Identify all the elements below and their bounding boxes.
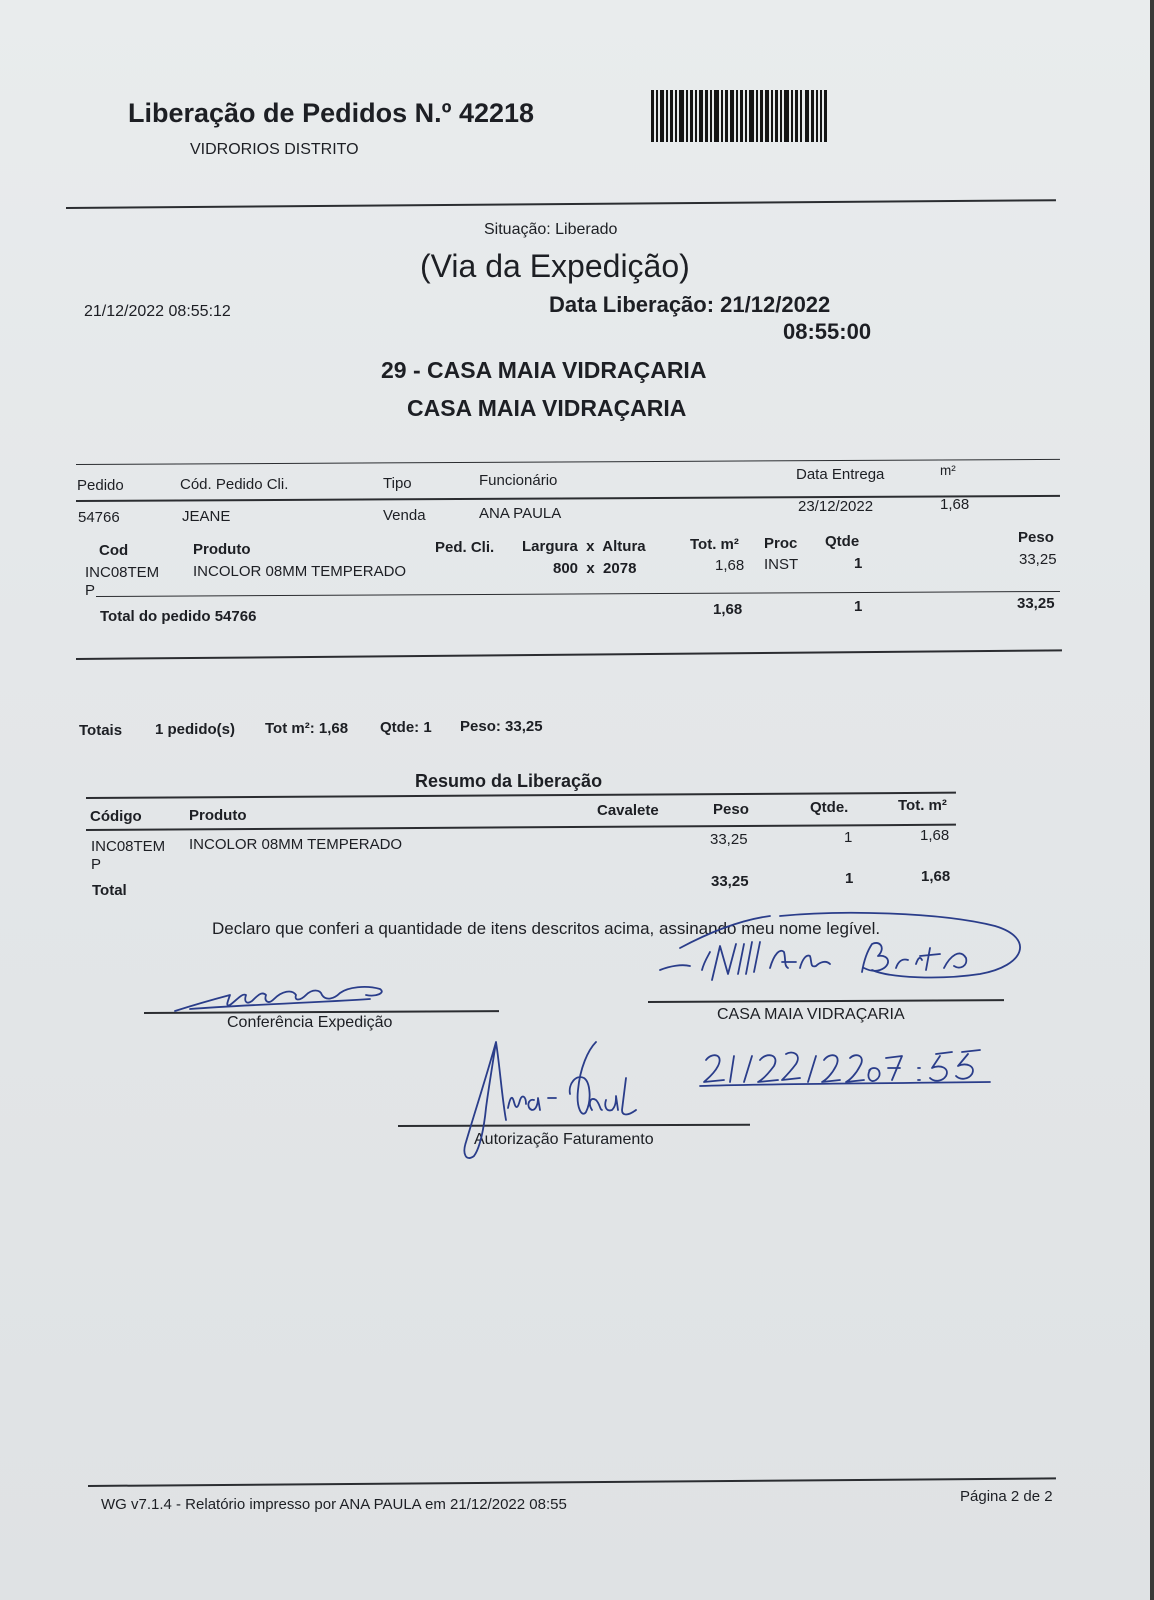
summary-total-tot-m2: 1,68 (921, 868, 951, 885)
summary-peso: 33,25 (710, 831, 748, 848)
item-tot-m2: 1,68 (715, 557, 745, 574)
item-header-ped-cli: Ped. Cli. (435, 539, 495, 556)
summary-header-produto: Produto (189, 807, 247, 824)
client-signature (640, 908, 1040, 1008)
client-name-1: 29 - CASA MAIA VIDRAÇARIA (381, 357, 707, 383)
totals-label: Totais (79, 722, 123, 739)
barcode (651, 90, 827, 142)
company-name: VIDRORIOS DISTRITO (190, 141, 359, 158)
item-dimensions: 800 x 2078 (553, 560, 637, 577)
summary-header-codigo: Código (90, 808, 142, 825)
footer-divider (88, 1477, 1056, 1487)
item-header-qtde: Qtde (825, 533, 860, 550)
summary-product: INCOLOR 08MM TEMPERADO (189, 836, 403, 853)
autorizacao-label: Autorização Faturamento (474, 1131, 654, 1148)
col-header-funcionario: Funcionário (479, 472, 558, 489)
order-total-line (96, 591, 1060, 597)
conferencia-signature (170, 975, 400, 1015)
item-qtde: 1 (854, 555, 863, 572)
summary-total-peso: 33,25 (711, 873, 749, 890)
col-header-pedido: Pedido (77, 477, 124, 494)
printed-timestamp: 21/12/2022 08:55:12 (84, 303, 231, 320)
totals-peso: Peso: 33,25 (460, 718, 543, 735)
order-total-label: Total do pedido 54766 (100, 608, 257, 625)
item-code-line2: P (85, 582, 96, 599)
summary-header-tot-m2: Tot. m² (898, 797, 947, 814)
status-text: Situação: Liberado (484, 221, 618, 238)
via-title: (Via da Expedição) (420, 248, 690, 284)
item-header-dimensions: Largura x Altura (522, 538, 646, 555)
summary-total-label: Total (92, 882, 127, 899)
totals-orders: 1 pedido(s) (155, 721, 236, 738)
summary-header-line (86, 824, 956, 831)
item-header-cod: Cod (99, 542, 129, 559)
item-header-tot-m2: Tot. m² (690, 536, 739, 553)
summary-top-line (86, 792, 956, 799)
client-signature-label: CASA MAIA VIDRAÇARIA (717, 1006, 905, 1023)
item-header-peso: Peso (1018, 529, 1054, 546)
declaration-sentence: Declaro que conferi a quantidade de itens descritos acima, assinando meu nome legível. (212, 919, 881, 938)
item-product: INCOLOR 08MM TEMPERADO (193, 563, 407, 580)
order-m2: 1,68 (940, 496, 970, 513)
header-divider (66, 199, 1056, 209)
order-total-peso: 33,25 (1017, 595, 1055, 612)
col-header-m2: m² (940, 463, 956, 478)
autorizacao-signature (456, 1038, 676, 1166)
col-header-tipo: Tipo (383, 475, 412, 492)
item-peso: 33,25 (1019, 551, 1057, 568)
item-proc: INST (764, 556, 799, 573)
order-employee: ANA PAULA (479, 505, 562, 522)
order-total-m2: 1,68 (713, 601, 743, 618)
item-header-produto: Produto (193, 541, 251, 558)
order-table-top-line (76, 459, 1060, 465)
item-header-proc: Proc (764, 535, 798, 552)
order-type: Venda (383, 507, 426, 524)
document-title: Liberação de Pedidos N.º 42218 (128, 98, 535, 128)
summary-header-cavalete: Cavalete (597, 802, 659, 819)
order-total-qtde: 1 (854, 598, 863, 615)
order-number: 54766 (78, 509, 120, 526)
summary-code-line2: P (91, 856, 102, 873)
summary-qtde: 1 (844, 829, 853, 846)
handwritten-date (700, 1046, 990, 1088)
summary-tot-m2: 1,68 (920, 827, 950, 844)
summary-header-peso: Peso (713, 801, 749, 818)
order-delivery-date: 23/12/2022 (798, 498, 874, 515)
summary-header-qtde: Qtde. (810, 799, 849, 816)
item-code-line1: INC08TEM (85, 564, 160, 581)
footer-page-number: Página 2 de 2 (960, 1488, 1053, 1505)
summary-title: Resumo da Liberação (415, 771, 603, 791)
summary-code-line1: INC08TEM (91, 838, 166, 855)
totals-qtde: Qtde: 1 (380, 719, 432, 736)
release-time: 08:55:00 (783, 319, 872, 344)
col-header-data-entrega: Data Entrega (796, 466, 885, 483)
totals-m2: Tot m²: 1,68 (265, 720, 349, 737)
conferencia-label: Conferência Expedição (227, 1014, 393, 1031)
order-table-bottom-line (76, 649, 1062, 660)
release-date: Data Liberação: 21/12/2022 (549, 292, 831, 317)
order-client-code: JEANE (182, 508, 231, 525)
client-name-2: CASA MAIA VIDRAÇARIA (407, 395, 687, 421)
col-header-cod-pedido-cli: Cód. Pedido Cli. (180, 476, 289, 493)
summary-total-qtde: 1 (845, 870, 854, 887)
order-header-line (76, 495, 1060, 502)
footer-printed-by: WG v7.1.4 - Relatório impresso por ANA PAULA em 21/12/2022 08:55 (101, 1496, 567, 1513)
